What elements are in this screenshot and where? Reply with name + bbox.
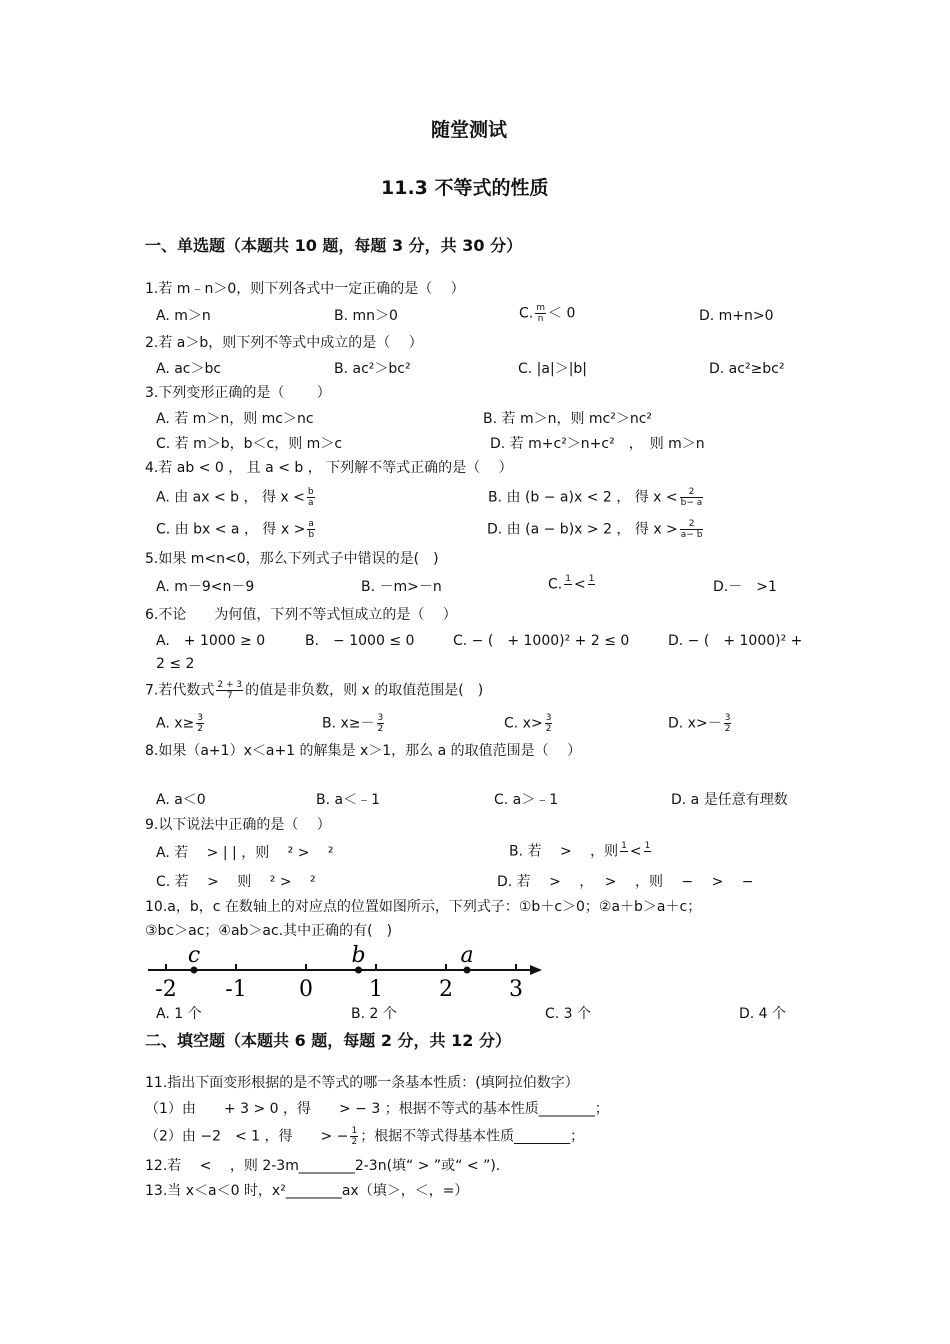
q2-stem: 2.若 a＞b，则下列不等式中成立的是（ ）	[145, 335, 423, 351]
q3-option-c: C. 若 m＞b，b＜c，则 m＞c	[156, 436, 343, 452]
q8-option-c: C. a＞﹣1	[494, 792, 559, 808]
q4-b-numerator: 2	[680, 487, 704, 498]
number-line-arrowhead	[530, 965, 542, 975]
q4-option-c	[156, 519, 317, 540]
q4-a-denominator: a	[307, 498, 314, 508]
q8-option-d: D. a 是任意有理数	[671, 792, 788, 808]
q10-option-a: A. 1 个	[156, 1006, 202, 1022]
q1-option-c	[519, 303, 575, 324]
q10-option-b: B. 2 个	[351, 1006, 397, 1022]
q2-option-d: D. ac²≥bc²	[709, 361, 785, 377]
page-title: 随堂测试	[431, 119, 508, 141]
q4-a-numerator: b	[307, 487, 314, 497]
q7-b-fraction	[377, 713, 385, 734]
q1-option-d: D. m+n>0	[699, 308, 774, 324]
number-line-point-label: b	[351, 943, 366, 968]
number-line-tick-label: 1	[369, 977, 383, 1000]
q5-c-num1: 1	[565, 574, 571, 584]
q4-d-numerator: 2	[680, 519, 704, 530]
q5-option-b: B. －m>－n	[361, 579, 442, 595]
q4-c-denominator: b	[308, 530, 315, 540]
q7-option-c	[504, 713, 554, 734]
q7-stem-prefix: 7.若代数式	[145, 682, 215, 699]
page-subtitle: 11.3 不等式的性质	[381, 177, 549, 199]
number-line-figure	[140, 942, 550, 1000]
q7-d-fraction	[724, 713, 732, 734]
q7-c-numerator: 3	[545, 713, 552, 723]
q4-d-text: D. 由 (a − b)x > 2 ， 得 x >	[487, 521, 678, 538]
number-line-tick-label: 2	[439, 977, 453, 1000]
q4-a-text: A. 由 ax < b ， 得 x <	[156, 489, 305, 506]
q11-part1: （1）由 + 3 > 0 ，得 > − 3 ；根据不等式的基本性质________；	[145, 1101, 609, 1117]
q4-option-d	[487, 519, 705, 540]
q7-stem-suffix: 的值是非负数，则 x 的取值范围是( )	[245, 682, 484, 699]
q7-c-text: C. x>	[504, 715, 543, 732]
q9-option-d: D. 若 > ， > ，则 − > −	[497, 874, 754, 890]
q2-option-b: B. ac²＞bc²	[334, 361, 411, 377]
q5-c-fraction-right	[588, 574, 596, 595]
q6-option-a: A. + 1000 ≥ 0	[156, 633, 266, 649]
q4-b-denominator: b− a	[680, 498, 703, 508]
q11-part2-suffix: ；根据不等式得基本性质________；	[360, 1128, 585, 1145]
q5-c-fraction-left	[564, 574, 572, 595]
q7-option-b	[322, 713, 386, 734]
q9-option-b	[509, 841, 653, 862]
q4-c-text: C. 由 bx < a ， 得 x >	[156, 521, 306, 538]
q11-stem: 11.指出下面变形根据的是不等式的哪一条基本性质：(填阿拉伯数字）	[145, 1075, 579, 1091]
q6-option-c: C. − ( + 1000)² + 2 ≤ 0	[453, 633, 630, 649]
q7-expr-numerator: 2 + 3	[217, 680, 243, 690]
q7-d-text: D. x>－	[668, 715, 722, 732]
q1-option-c-fraction	[535, 303, 546, 324]
q11-part2	[145, 1126, 584, 1147]
q7-a-fraction	[196, 713, 204, 734]
q7-d-denominator: 2	[724, 724, 731, 734]
q9-b-num1: 1	[621, 841, 627, 851]
section-heading-choice: 一、单选题（本题共 10 题，每题 3 分，共 30 分）	[145, 236, 523, 255]
q9-b-fraction-left	[620, 841, 628, 862]
q9-b-fraction-right	[644, 841, 652, 862]
q4-b-fraction	[680, 487, 704, 508]
q7-option-d	[668, 713, 733, 734]
q9-stem: 9.以下说法中正确的是（ ）	[145, 817, 331, 833]
number-line-point-label: a	[460, 943, 474, 968]
q7-b-numerator: 3	[377, 713, 384, 723]
q4-d-denominator: a− b	[680, 530, 703, 540]
q3-option-a: A. 若 m＞n，则 mc＞nc	[156, 411, 314, 427]
q8-stem: 8.如果（a+1）x＜a+1 的解集是 x＞1，那么 a 的取值范围是（ ）	[145, 743, 582, 759]
q7-a-denominator: 2	[197, 724, 203, 734]
q9-b-num2: 1	[644, 841, 651, 851]
q1-c-numerator: m	[536, 303, 546, 313]
section-heading-fill: 二、填空题（本题共 6 题，每题 2 分，共 12 分）	[145, 1031, 511, 1050]
q7-stem	[145, 680, 483, 701]
q7-b-text: B. x≥－	[322, 715, 375, 732]
q1-option-c-suffix: ＜ 0	[548, 305, 576, 322]
q5-c-prefix: C.	[548, 576, 563, 593]
q6-stem: 6.不论 为何值，下列不等式恒成立的是（ ）	[145, 607, 457, 623]
q2-option-c: C. |a|＞|b|	[518, 361, 588, 377]
q7-c-denominator: 2	[545, 724, 552, 734]
q5-option-a: A. m－9<n－9	[156, 579, 255, 595]
q10-stem-line1: 10.a，b，c 在数轴上的对应点的位置如图所示，下列式子：①b＋c＞0；②a＋b＞a＋c；	[145, 899, 702, 915]
q8-option-b: B. a＜﹣1	[316, 792, 380, 808]
q4-b-text: B. 由 (b − a)x < 2 ， 得 x <	[488, 489, 678, 506]
number-line-point-label: c	[187, 943, 201, 968]
q1-option-b: B. mn＞0	[334, 308, 398, 324]
q5-option-c	[548, 574, 597, 595]
q6-option-d: D. − ( + 1000)² +	[668, 633, 803, 649]
q10-option-c: C. 3 个	[545, 1006, 592, 1022]
q6-option-d-continued: 2 ≤ 2	[156, 656, 195, 672]
q9-b-text: B. 若 > ，则	[509, 843, 619, 860]
number-line-tick-label: -2	[155, 977, 177, 1000]
q10-stem-line2: ③bc＞ac；④ab＞ac.其中正确的有( )	[145, 923, 393, 939]
q6-option-b: B. − 1000 ≤ 0	[305, 633, 415, 649]
q12-stem: 12.若 < ，则 2-3m________2-3n(填“ > ”或“ < ”).	[145, 1158, 501, 1174]
q7-expr-denominator: 7	[226, 691, 233, 701]
q1-c-denominator: n	[537, 314, 544, 324]
q4-option-a	[156, 487, 317, 508]
q7-a-numerator: 3	[197, 713, 203, 723]
number-line-tick-label: 3	[509, 977, 523, 1000]
q4-d-fraction	[680, 519, 704, 540]
q9-option-c: C. 若 > 则 ² > ²	[156, 874, 316, 890]
q13-stem: 13.当 x＜a＜0 时，x²________ax（填＞，＜，=）	[145, 1183, 469, 1199]
number-line-tick-label: 0	[299, 977, 313, 1000]
q7-c-fraction	[545, 713, 553, 734]
q1-stem: 1.若 m﹣n＞0，则下列各式中一定正确的是（ ）	[145, 281, 465, 297]
q7-option-a	[156, 713, 206, 734]
q9-option-a: A. 若 > | | ，则 ² > ²	[156, 845, 334, 861]
q7-a-text: A. x≥	[156, 715, 195, 732]
q5-c-op: <	[573, 576, 586, 593]
q7-b-denominator: 2	[377, 724, 384, 734]
q1-option-a: A. m＞n	[156, 308, 211, 324]
q4-c-fraction	[307, 519, 315, 540]
q5-option-d: D.－ >1	[713, 579, 777, 595]
q5-c-num2: 1	[588, 574, 595, 584]
q11-part2-prefix: （2）由 −2 < 1 ，得 > −	[145, 1128, 349, 1145]
q5-stem: 5.如果 m<n<0，那么下列式子中错误的是( )	[145, 551, 439, 567]
q3-option-b: B. 若 m＞n，则 mc²＞nc²	[483, 411, 653, 427]
q11-part2-denominator: 2	[351, 1137, 358, 1147]
q4-c-numerator: a	[308, 519, 314, 529]
number-line-tick-label: -1	[225, 977, 247, 1000]
q11-part2-numerator: 1	[351, 1126, 358, 1136]
q7-expression-fraction	[216, 680, 243, 701]
q10-option-d: D. 4 个	[739, 1006, 787, 1022]
q2-option-a: A. ac＞bc	[156, 361, 222, 377]
q3-option-d: D. 若 m+c²＞n+c² ， 则 m＞n	[490, 436, 705, 452]
q4-a-fraction	[307, 487, 315, 508]
q9-b-op: <	[629, 843, 642, 860]
q8-option-a: A. a＜0	[156, 792, 206, 808]
q11-part2-fraction	[350, 1126, 358, 1147]
q3-stem: 3.下列变形正确的是（ ）	[145, 385, 331, 401]
q7-d-numerator: 3	[724, 713, 731, 723]
q4-stem: 4.若 ab < 0 ， 且 a < b ， 下列解不等式正确的是（ ）	[145, 460, 513, 476]
q1-option-c-prefix: C.	[519, 305, 534, 322]
q4-option-b	[488, 487, 705, 508]
